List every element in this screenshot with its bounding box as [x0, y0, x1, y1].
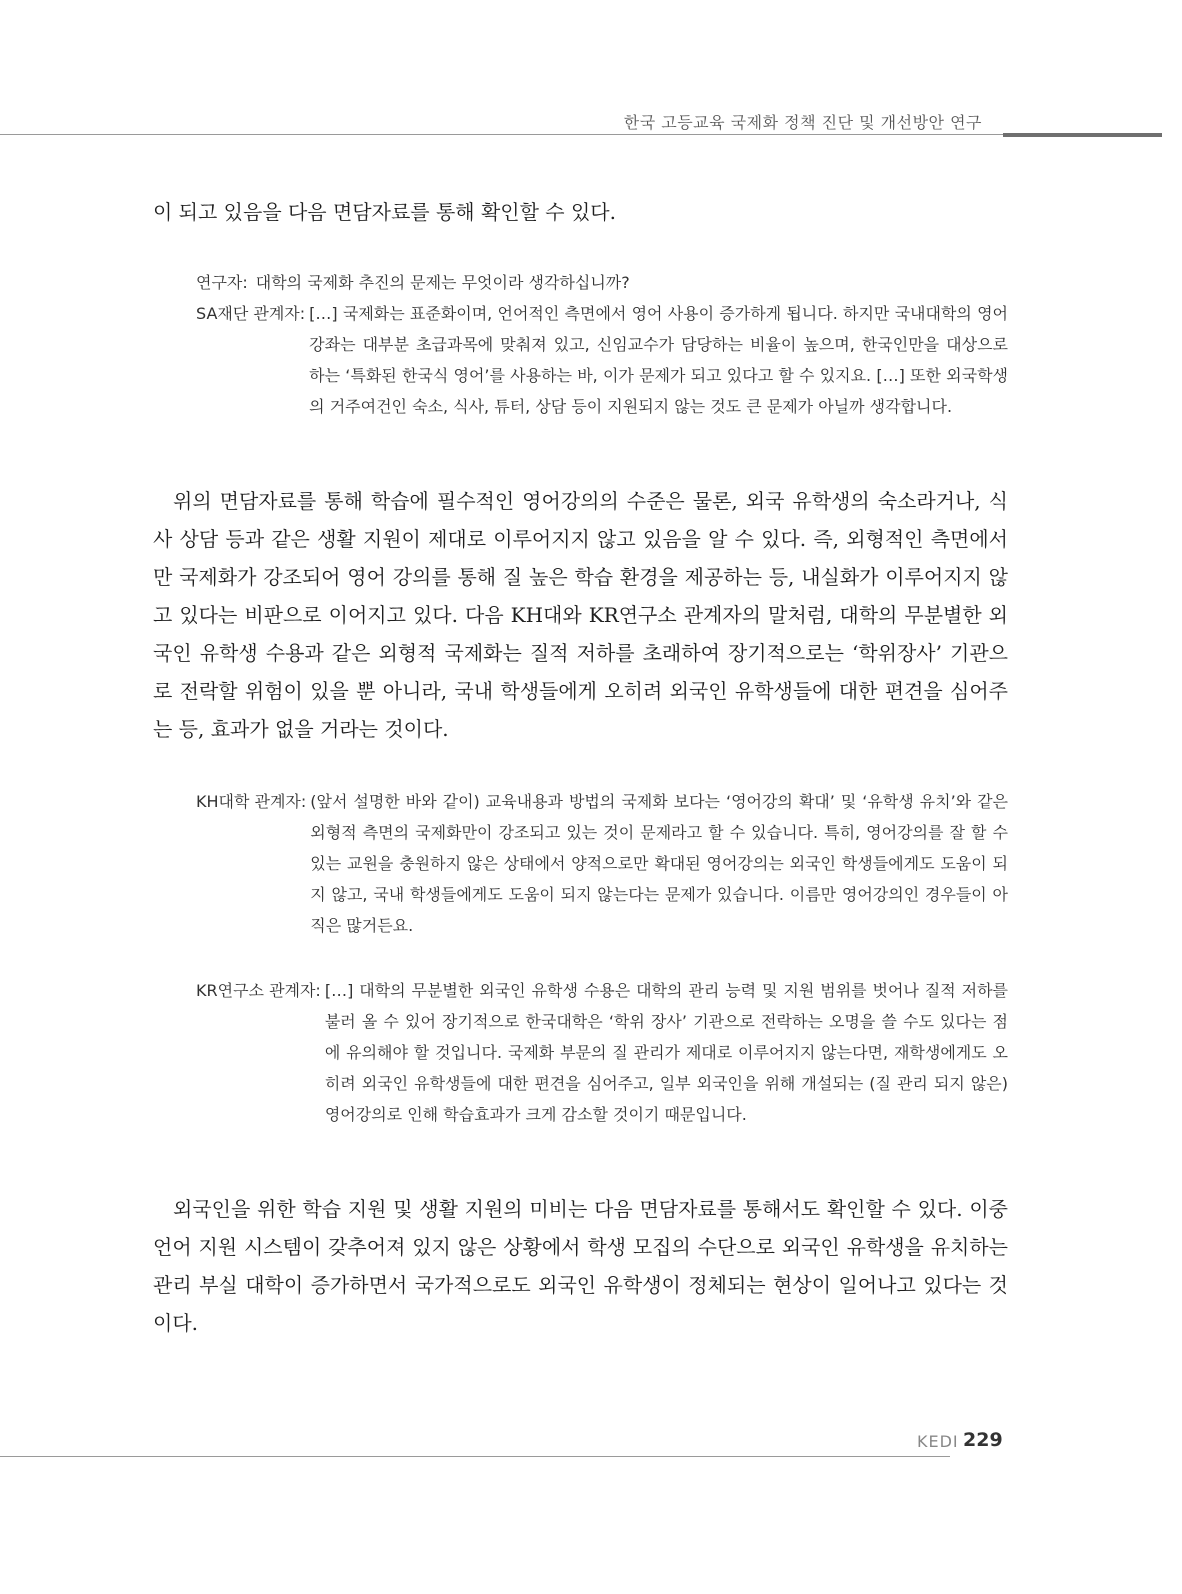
footer-rule	[0, 1456, 950, 1457]
interview-question	[196, 267, 1008, 298]
interview-block-1	[196, 267, 1008, 422]
interview-answer	[196, 786, 1008, 941]
speaker-label: KH대학 관계자:	[196, 792, 307, 811]
header-rule-accent	[1003, 133, 1162, 137]
body-paragraph-3: 외국인을 위한 학습 지원 및 생활 지원의 미비는 다음 면담자료를 통해서도 확인할 수 있다. 이중 언어 지원 시스템이 갖추어져 있지 않은 상황에서 학생 모집의 수단으로 외국인 유학생을 유치하는 관리 부실 대학이 증가하면서 국가적으로도 외국인 유학생이 정체되는 현상이 일어나고 있다는 것이다.	[153, 1197, 1008, 1335]
interview-block-3	[196, 975, 1008, 1130]
interview-block-2	[196, 786, 1008, 941]
page-number: 229	[963, 1429, 1003, 1451]
body-paragraph-2: 위의 면담자료를 통해 학습에 필수적인 영어강의의 수준은 물론, 외국 유학생의 숙소라거나, 식사 상담 등과 같은 생활 지원이 제대로 이루어지지 않고 있음을 알 수 있다. 즉, 외형적인 측면에서만 국제화가 강조되어 영어 강의를 통해 질 높은 학습 환경을 제공하는 등, 내실화가 이루어지지 않고 있다는 비판으로 이어지고 있다. 다음 KH대와 KR연구소 관계자의 말처럼, 대학의 무분별한 외국인 유학생 수용과 같은 외형적 국제화는 질적 저하를 초래하여 장기적으로는 ‘학위장사’ 기관으로 전락할 위험이 있을 뿐 아니라, 국내 학생들에게 오히려 외국인 유학생들에 대한 편견을 심어주는 등, 효과가 없을 거라는 것이다.	[153, 489, 1008, 741]
header-rule	[0, 134, 1003, 135]
running-header-title: 한국 고등교육 국제화 정책 진단 및 개선방안 연구	[623, 113, 982, 132]
speaker-label: SA재단 관계자:	[196, 304, 306, 323]
speaker-label: KR연구소 관계자:	[196, 981, 321, 1000]
interview-text: […] 국제화는 표준화이며, 언어적인 측면에서 영어 사용이 증가하게 됩니다. 하지만 국내대학의 영어강좌는 대부분 초급과목에 맞춰져 있고, 신임교수가 담당하는 비율이 높으며, 한국인만을 대상으로 하는 ‘특화된 한국식 영어’를 사용하는 바, 이가 문제가 되고 있다고 할 수 있지요. […] 또한 외국학생의 거주여건인 숙소, 식사, 튜터, 상담 등이 지원되지 않는 것도 큰 문제가 아닐까 생각합니다.	[309, 304, 1008, 416]
speaker-label: 연구자:	[196, 273, 248, 292]
interview-text: […] 대학의 무분별한 외국인 유학생 수용은 대학의 관리 능력 및 지원 범위를 벗어나 질적 저하를 불러 올 수 있어 장기적으로 한국대학은 ‘학위 장사’ 기관으로 전락하는 오명을 쓸 수도 있다는 점에 유의해야 할 것입니다. 국제화 부문의 질 관리가 제대로 이루어지지 않는다면, 재학생에게도 오히려 외국인 유학생들에 대한 편견을 심어주고, 일부 외국인을 위해 개설되는 (질 관리 되지 않은) 영어강의로 인해 학습효과가 크게 감소할 것이기 때문입니다.	[324, 981, 1008, 1124]
body-paragraph-1: 이 되고 있음을 다음 면담자료를 통해 확인할 수 있다.	[153, 200, 616, 224]
interview-text: (앞서 설명한 바와 같이) 교육내용과 방법의 국제화 보다는 ‘영어강의 확대’ 및 ‘유학생 유치’와 같은 외형적 측면의 국제화만이 강조되고 있는 것이 문제라고 할 수 있습니다. 특히, 영어강의를 잘 할 수 있는 교원을 충원하지 않은 상태에서 양적으로만 확대된 영어강의는 외국인 학생들에게도 도움이 되지 않고, 국내 학생들에게도 도움이 되지 않는다는 문제가 있습니다. 이름만 영어강의인 경우들이 아직은 많거든요.	[310, 792, 1008, 935]
footer-publisher: KEDI	[917, 1432, 959, 1451]
interview-answer	[196, 298, 1008, 422]
interview-text: 대학의 국제화 추진의 문제는 무엇이라 생각하십니까?	[255, 273, 630, 292]
interview-answer	[196, 975, 1008, 1130]
